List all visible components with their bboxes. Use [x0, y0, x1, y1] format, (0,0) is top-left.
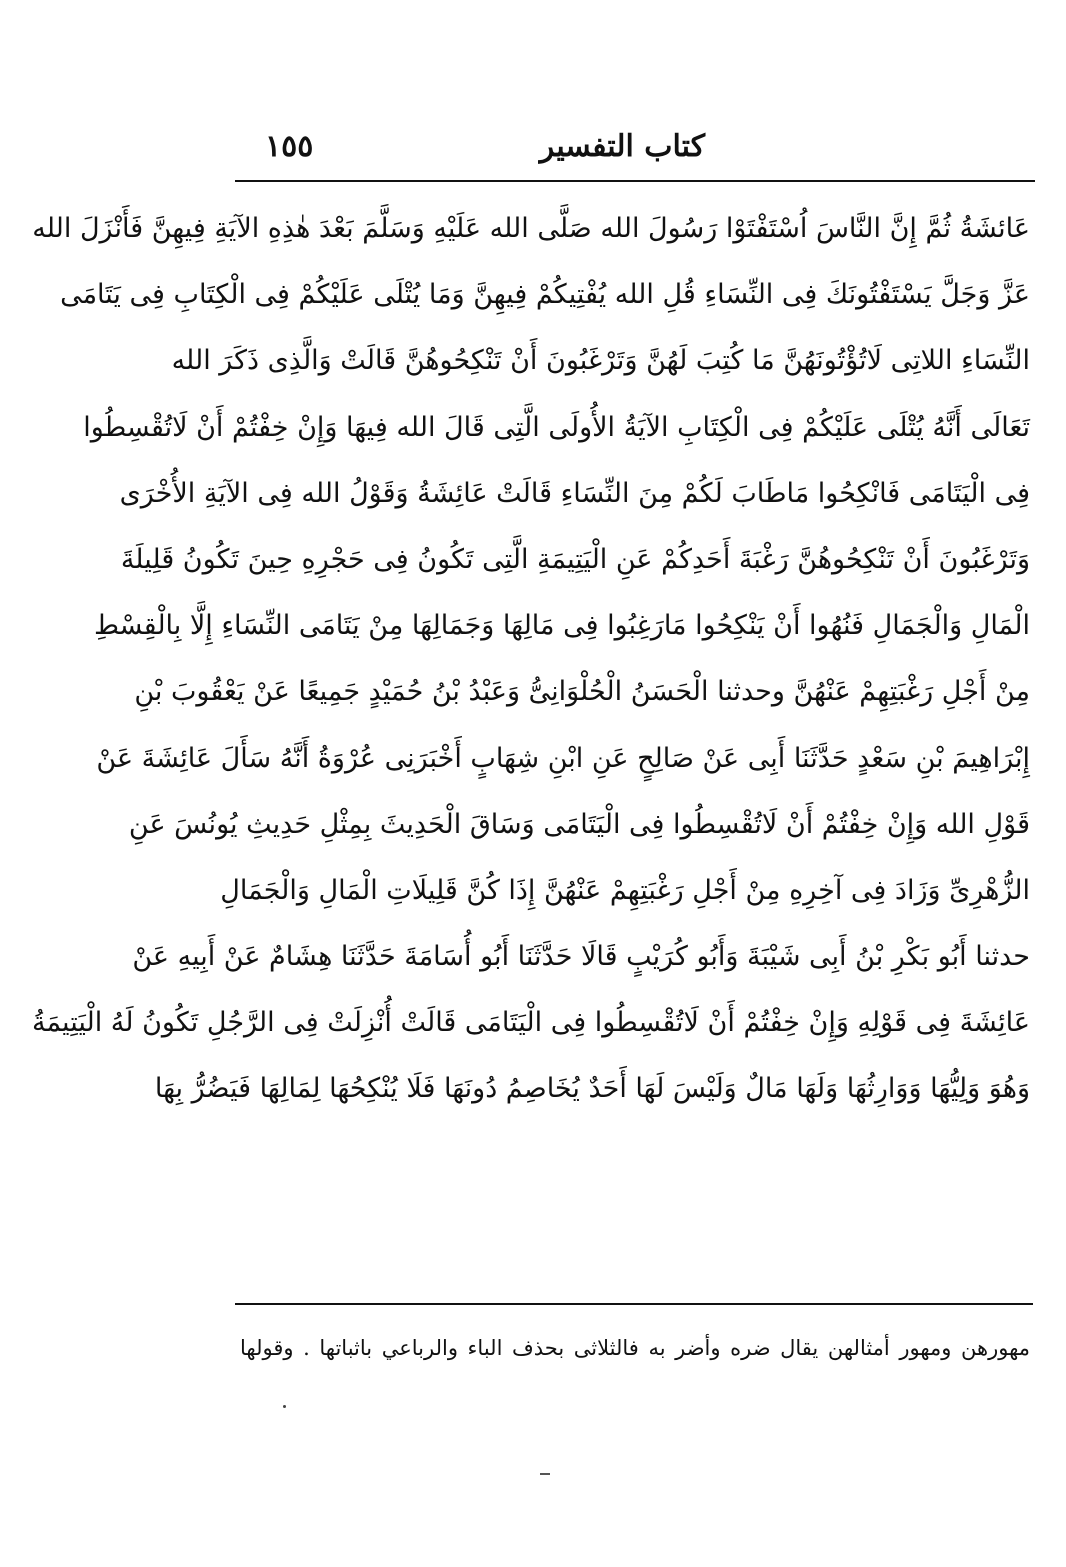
text-line: الْمَالِ وَالْجَمَالِ فَنُهُوا أَنْ يَنْكِحُوا مَارَغِبُوا فِى مَالِهَا وَجَمَالِهَا مِنْ يَتَامَى النِّسَاءِ إِلَّا بِالْقِسْطِ	[93, 610, 1030, 642]
text-line: حدثنا أَبُو بَكْرِ بْنُ أَبِى شَيْبَةَ وَأَبُو كُرَيْبٍ قَالَا حَدَّثَنَا أَبُو أُسَامَةَ حَدَّثَنَا هِشَامٌ عَنْ أَبِيهِ عَنْ	[132, 941, 1030, 973]
text-line: عَزَّ وَجَلَّ يَسْتَفْتُونَكَ فِى النِّسَاءِ قُلِ الله يُفْتِيكُمْ فِيهِنَّ وَمَا يُتْلَى عَلَيْكُمْ فِى الْكِتَابِ فِى يَتَامَى	[60, 279, 1030, 311]
scan-mark	[540, 1473, 550, 1475]
text-line: وَهُوَ وَلِيُّهَا وَوَارِثُهَا وَلَهَا مَالٌ وَلَيْسَ لَهَا أَحَدٌ يُخَاصِمُ دُونَهَا فَلَا يُنْكِحُهَا لِمَالِهَا فَيَضُرُّ بِهَا	[154, 1073, 1030, 1105]
text-line: قَوْلِ الله وَإِنْ خِفْتُمْ أَنْ لَاتُقْسِطُوا فِى الْيَتَامَى وَسَاقَ الْحَدِيثَ بِمِثْلِ حَدِيثِ يُونُسَ عَنِ	[128, 808, 1030, 840]
footnote: مهورهن ومهور أمثالهن يقال ضره وأضر به فالثلاثى بحذف الباء والرباعي باثباتها . وقولها	[240, 1336, 1030, 1360]
page-title: كتاب التفسير	[539, 129, 705, 164]
text-line: تَعَالَى أَنَّهُ يُتْلَى عَلَيْكُمْ فِى الْكِتَابِ الآيَةُ الأُولَى الَّتِى قَالَ الله فِيهَا وَإِنْ خِفْتُمْ أَنْ لَاتُقْسِطُوا	[83, 411, 1030, 443]
text-line: فِى الْيَتَامَى فَانْكِحُوا مَاطَابَ لَكُمْ مِنَ النِّسَاءِ قَالَتْ عَائِشَةُ وَقَوْلُ الله فِى الآيَةِ الأُخْرَى	[119, 477, 1030, 509]
text-line: عَائِشَةَ فِى قَوْلِهِ وَإِنْ خِفْتُمْ أَنْ لَاتُقْسِطُوا فِى الْيَتَامَى قَالَتْ أُنْزِلَتْ فِى الرَّجُلِ تَكُونُ لَهُ الْيَتِيمَةُ	[31, 1007, 1030, 1039]
scan-speck	[283, 1405, 286, 1408]
text-line: النِّسَاءِ اللاتِى لَاتُؤْتُونَهُنَّ مَا كُتِبَ لَهُنَّ وَتَرْغَبُونَ أَنْ تَنْكِحُوهُنَّ قَالَتْ وَالَّذِى ذَكَرَ الله	[171, 345, 1030, 377]
page-header	[235, 125, 1035, 181]
text-line: مِنْ أَجْلِ رَغْبَتِهِمْ عَنْهُنَّ وحدثنا الْحَسَنُ الْحُلْوَانِىُّ وَعَبْدُ بْنُ حُمَيْدٍ جَمِيعًا عَنْ يَعْقُوبَ بْنِ	[134, 676, 1030, 708]
text-line: عَائشَةُ ثُمَّ إِنَّ النَّاسَ اُسْتَفْتَوْا رَسُولَ الله صَلَّى الله عَلَيْهِ وَسَلَّمَ بَعْدَ هٰذِهِ الآيَةِ فِيهِنَّ فَأَنْزَلَ الله	[32, 213, 1030, 244]
text-line: وَتَرْغَبُونَ أَنْ تَنْكِحُوهُنَّ رَغْبَةَ أَحَدِكُمْ عَنِ الْيَتِيمَةِ الَّتِى تَكُونُ فِى حَجْرِهِ حِينَ تَكُونُ قَلِيلَةَ	[120, 543, 1030, 575]
main-text-block	[31, 196, 1030, 1123]
text-line: إِبْرَاهِيمَ بْنِ سَعْدٍ حَدَّثَنَا أَبِى عَنْ صَالِحٍ عَنِ ابْنِ شِهَابٍ أَخْبَرَنِى عُرْوَةُ أَنَّهُ سَأَلَ عَائِشَةَ عَنْ	[96, 742, 1030, 774]
footnote-divider	[235, 1303, 1033, 1305]
text-line: الزُّهْرِىِّ وَزَادَ فِى آخِرِهِ مِنْ أَجْلِ رَغْبَتِهِمْ عَنْهُنَّ إِذَا كُنَّ قَلِيلَاتِ الْمَالِ وَالْجَمَالِ	[220, 874, 1030, 906]
page-number: ١٥٥	[265, 129, 314, 164]
header-divider	[235, 180, 1035, 182]
